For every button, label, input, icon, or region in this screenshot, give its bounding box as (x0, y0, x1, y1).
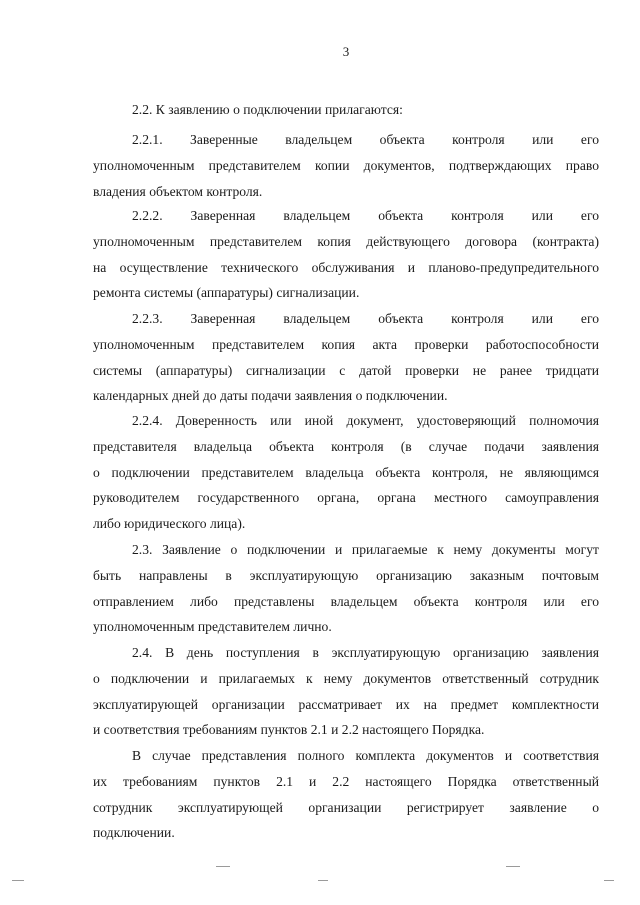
text-line: либо юридического лица). (93, 516, 246, 532)
text-line: их требованиям пунктов 2.1 и 2.2 настоящего Порядка ответственный (93, 773, 599, 789)
text-line: владения объектом контроля. (93, 183, 263, 199)
text-line: отправлением либо представлены владельцем объекта контроля или его (93, 593, 599, 609)
text-line: уполномоченным представителем копия акта проверки работоспособности (93, 336, 599, 352)
text-line: сотрудник эксплуатирующей организации регистрирует заявление о (93, 799, 599, 815)
text-line: системы (аппаратуры) сигнализации с датой проверки не ранее тридцати (93, 362, 599, 378)
scan-artifact (506, 866, 520, 867)
text-line: В случае представления полного комплекта документов и соответствия (132, 748, 599, 763)
text-line: ремонта системы (аппаратуры) сигнализации. (93, 285, 360, 301)
text-line: подключении. (93, 825, 175, 841)
text-line: 2.2.3. Заверенная владельцем объекта контроля или его (132, 311, 599, 326)
scan-artifact (604, 880, 614, 881)
text-line: уполномоченным представителем лично. (93, 619, 332, 635)
text-line: представителя владельца объекта контроля (в случае подачи заявления (93, 438, 599, 454)
text-line: 2.2. К заявлению о подключении прилагаются: (132, 102, 403, 117)
text-line: уполномоченным представителем копия действующего договора (контракта) (93, 233, 599, 249)
text-line: календарных дней до даты подачи заявления о подключении. (93, 388, 448, 404)
paragraph (93, 743, 599, 846)
page-number: 3 (342, 44, 350, 59)
paragraph (93, 537, 599, 640)
text-line: на осуществление технического обслуживания и планово-предупредительного (93, 259, 599, 275)
text-line: 2.4. В день поступления в эксплуатирующую организацию заявления (132, 645, 599, 660)
text-line: о подключении и прилагаемых к нему документов ответственный сотрудник (93, 670, 599, 686)
text-line: руководителем государственного органа, органа местного самоуправления (93, 490, 599, 506)
scan-artifact (12, 880, 24, 881)
text-line: 2.2.2. Заверенная владельцем объекта контроля или его (132, 208, 599, 223)
paragraph (93, 640, 599, 743)
text-line: о подключении представителем владельца объекта контроля, не являющимся (93, 464, 599, 480)
text-line: 2.2.1. Заверенные владельцем объекта контроля или его (132, 132, 599, 147)
text-line: 2.2.4. Доверенность или иной документ, удостоверяющий полномочия (132, 413, 599, 428)
paragraph (93, 127, 599, 204)
text-line: 2.3. Заявление о подключении и прилагаемые к нему документы могут (132, 542, 599, 557)
text-line: и соответствия требованиям пунктов 2.1 и 2.2 настоящего Порядка. (93, 722, 485, 738)
text-line: эксплуатирующей организации рассматривает их на предмет комплектности (93, 696, 599, 712)
paragraph (93, 306, 599, 409)
text-line: уполномоченным представителем копии документов, подтверждающих право (93, 157, 599, 173)
text-line: быть направлены в эксплуатирующую организацию заказным почтовым (93, 567, 599, 583)
paragraph (93, 408, 599, 537)
scan-artifact (216, 866, 230, 867)
scan-artifact (318, 880, 328, 881)
paragraph (93, 97, 599, 123)
paragraph (93, 203, 599, 306)
